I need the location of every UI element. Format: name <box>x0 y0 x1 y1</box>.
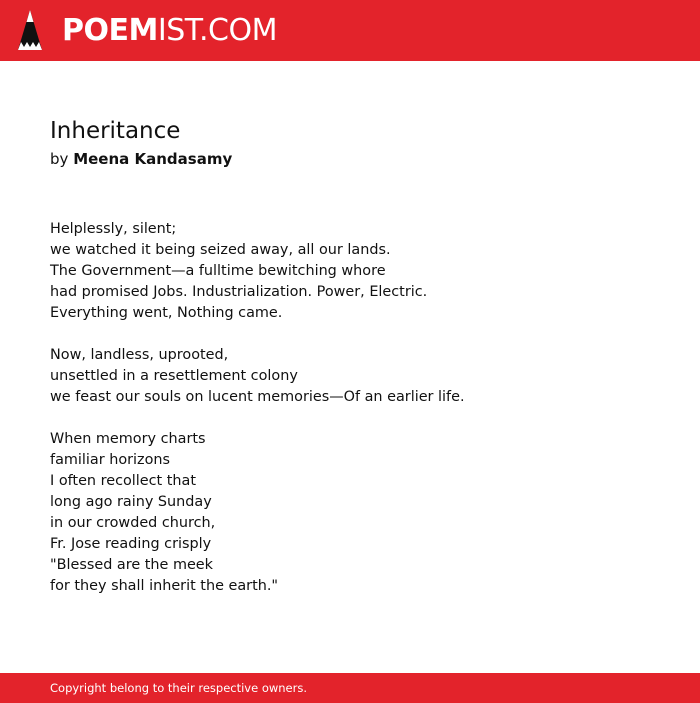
site-logo[interactable] <box>62 13 277 49</box>
poem-stanza <box>50 219 650 324</box>
poem-line: familiar horizons <box>50 452 171 468</box>
poem-line: unsettled in a resettlement colony <box>50 368 298 384</box>
poem-line: When memory charts <box>50 431 206 447</box>
poem-line: had promised Jobs. Industrialization. Power, Electric. <box>50 284 428 300</box>
site-footer <box>0 673 700 703</box>
byline <box>50 148 232 170</box>
poem-line: long ago rainy Sunday <box>50 494 212 510</box>
poem-line: we feast our souls on lucent memories—Of an earlier life. <box>50 389 465 405</box>
poem-line: in our crowded church, <box>50 515 216 531</box>
author-name: Meena Kandasamy <box>73 150 233 168</box>
poem-stanza <box>50 345 650 408</box>
poem-line: Helplessly, silent; <box>50 221 177 237</box>
by-label: by <box>50 150 69 168</box>
copyright-text: Copyright belong to their respective owners. <box>50 681 308 695</box>
poem-line: "Blessed are the meek <box>50 557 213 573</box>
logo-bold-text: POEM <box>62 13 158 48</box>
poem-line: for they shall inherit the earth." <box>50 578 279 594</box>
site-header <box>0 0 700 61</box>
poem-stanza <box>50 429 650 597</box>
poem-line: Now, landless, uprooted, <box>50 347 229 363</box>
poem-line: we watched it being seized away, all our lands. <box>50 242 391 258</box>
poem-body <box>50 219 650 618</box>
poem-line: The Government—a fulltime bewitching whore <box>50 263 386 279</box>
logo-light-text: IST.COM <box>157 13 277 48</box>
poem-line: Everything went, Nothing came. <box>50 305 283 321</box>
pencil-logo-icon[interactable] <box>18 10 42 52</box>
poem-line: I often recollect that <box>50 473 196 489</box>
poem-title: Inheritance <box>50 118 181 144</box>
poem-line: Fr. Jose reading crisply <box>50 536 212 552</box>
